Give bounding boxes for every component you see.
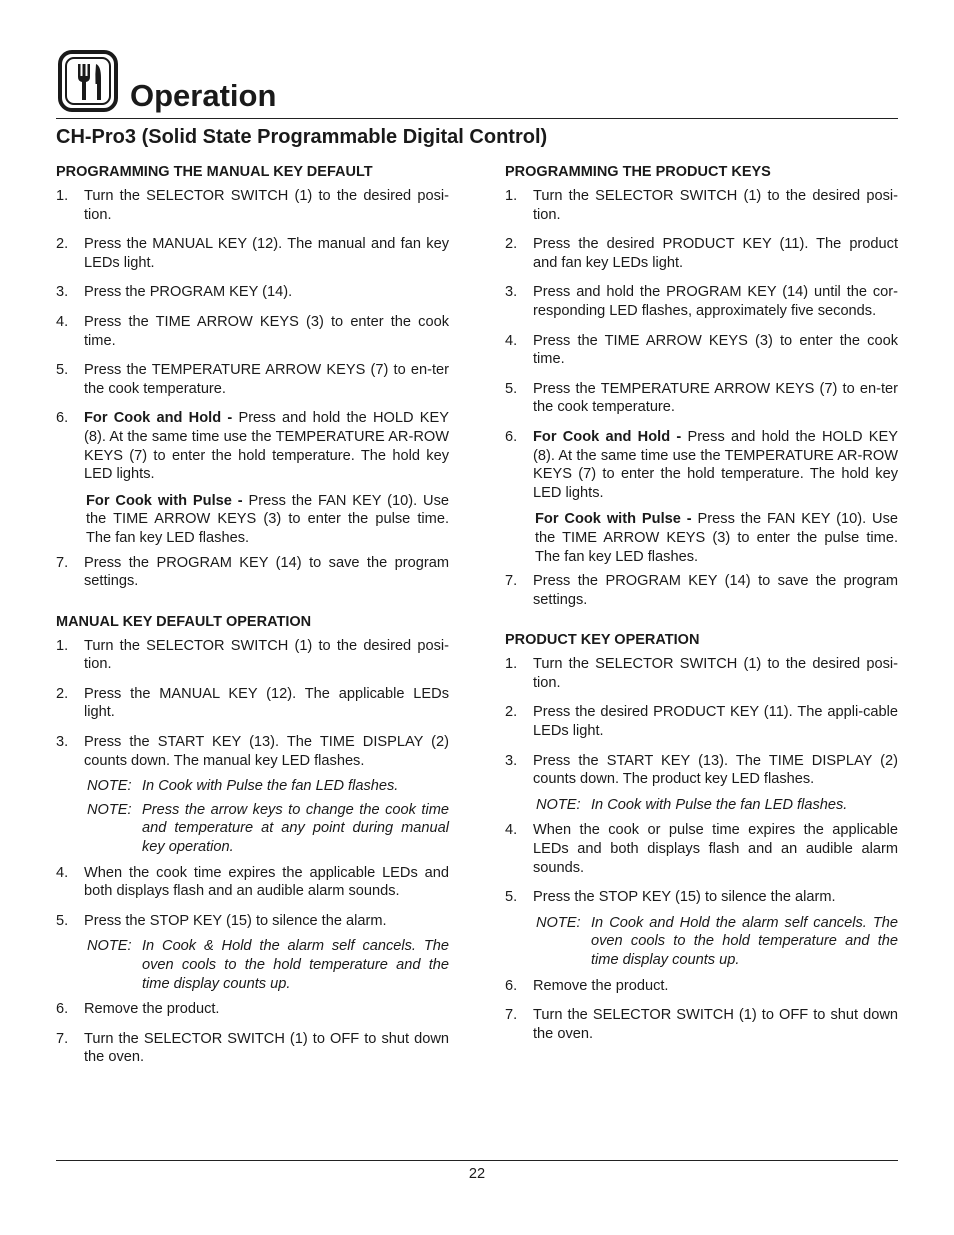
item-text: Press the desired PRODUCT KEY (11). The product and fan key LEDs light. [533, 236, 898, 271]
section-heading: PROGRAMMING THE PRODUCT KEYS [505, 164, 771, 180]
item-body: Press and hold the HOLD KEY (8). At the same time use the TEMPERATURE AR-ROW KEYS (7) to enter the hold temperature. The hold key LED lights. [533, 428, 898, 501]
note [87, 801, 449, 857]
item-text: Press the START KEY (13). The TIME DISPLAY (2) counts down. The manual key LED flashes. [84, 734, 449, 769]
item-text: Press and hold the PROGRAM KEY (14) until the cor-responding LED flashes, approximately five seconds. [533, 284, 898, 319]
item-text: Press the TEMPERATURE ARROW KEYS (7) to en-ter the cook temperature. [84, 362, 449, 397]
section-heading: MANUAL KEY DEFAULT OPERATION [56, 613, 312, 630]
item-number: 6. [505, 977, 518, 994]
item-text: Press the PROGRAM KEY (14) to save the program settings. [84, 554, 449, 590]
list-item [56, 685, 449, 722]
section-heading: PROGRAMMING THE MANUAL KEY DEFAULT [56, 164, 373, 180]
list-item [505, 888, 898, 907]
title-divider [56, 118, 898, 119]
item-text: Press the PROGRAM KEY (14) to save the program settings. [533, 573, 898, 608]
list-item [505, 572, 898, 609]
list-item [56, 361, 449, 398]
item-text: When the cook time expires the applicable LEDs and both displays flash and an audible alarm sounds. [84, 864, 449, 900]
item-text: Turn the SELECTOR SWITCH (1) to OFF to shut down the oven. [533, 1007, 898, 1042]
list-item [505, 235, 898, 272]
section-heading: PRODUCT KEY OPERATION [505, 632, 700, 649]
list-item [505, 283, 898, 320]
list-item [56, 1030, 449, 1067]
note-text: In Cook & Hold the alarm self cancels. The oven cools to the hold temperature and the time display counts up. [142, 938, 449, 992]
list-item [505, 821, 898, 877]
note [87, 777, 449, 796]
note [536, 796, 898, 815]
item-number: 1. [56, 637, 69, 654]
list-item [505, 332, 898, 369]
list-item [56, 1000, 449, 1019]
item-number: 2. [56, 236, 69, 253]
list-item [56, 187, 449, 224]
item-text: Remove the product. [84, 1001, 220, 1018]
item-number: 7. [56, 1030, 69, 1047]
item-number: 5. [56, 912, 69, 929]
list-item [505, 703, 898, 740]
list-item [505, 977, 898, 996]
item-number: 7. [56, 554, 69, 571]
list-item [56, 637, 449, 674]
item-text: Turn the SELECTOR SWITCH (1) to the desired posi-tion. [533, 188, 898, 223]
item-text: Turn the SELECTOR SWITCH (1) to the desired posi-tion. [533, 656, 898, 691]
note-label: NOTE: [536, 796, 581, 813]
item-number: 6. [56, 1001, 69, 1018]
note-text: In Cook with Pulse the fan LED flashes. [591, 796, 848, 813]
list-item [56, 283, 449, 302]
note-text: Press the arrow keys to change the cook time and temperature at any point during manual key operation. [142, 801, 449, 856]
item-bold-lead: For Cook and Hold - [84, 410, 233, 427]
item-number: 1. [505, 188, 518, 204]
item-text: Turn the SELECTOR SWITCH (1) to OFF to shut down the oven. [84, 1030, 449, 1066]
item-number: 3. [56, 284, 69, 301]
item-text: Press the PROGRAM KEY (14). [84, 284, 293, 301]
list-item [505, 380, 898, 417]
item-body: Press and hold the HOLD KEY (8). At the same time use the TEMPERATURE AR-ROW KEYS (7) to enter the hold temperature. The hold key LED lights. [84, 410, 449, 483]
right-column [505, 163, 898, 1054]
sub-body: Press the FAN KEY (10). Use the TIME ARROW KEYS (3) to enter the pulse time. The fan key LED flashes. [86, 492, 450, 546]
sub-bold-lead: For Cook with Pulse - [86, 492, 243, 509]
item-text: Remove the product. [533, 977, 669, 994]
item-number: 4. [56, 313, 69, 330]
item-number: 5. [505, 889, 518, 906]
note-label: NOTE: [536, 914, 581, 931]
note [87, 937, 449, 993]
page-title: Operation [130, 78, 277, 113]
item-number: 7. [505, 1007, 518, 1024]
list-item [505, 428, 898, 502]
list-item [505, 655, 898, 692]
item-number: 7. [505, 573, 518, 590]
item-number: 4. [56, 864, 69, 881]
note-text: In Cook and Hold the alarm self cancels. The oven cools to the hold temperature and the time display counts up. [591, 914, 898, 968]
note-label: NOTE: [87, 801, 132, 818]
item-text: Press the START KEY (13). The TIME DISPLAY (2) counts down. The product key LED flashes. [533, 752, 898, 788]
item-text: Press the STOP KEY (15) to silence the alarm. [84, 912, 387, 929]
item-number: 5. [505, 380, 518, 397]
item-text: Press the STOP KEY (15) to silence the alarm. [533, 889, 836, 906]
list-item [56, 409, 449, 483]
list-item [56, 313, 449, 350]
section-subtitle: CH-Pro3 (Solid State Programmable Digital Control) [56, 126, 548, 148]
item-number: 2. [56, 685, 69, 702]
note [536, 914, 898, 970]
footer-divider [56, 1160, 898, 1161]
sub-body: Press the FAN KEY (10). Use the TIME ARROW KEYS (3) to enter the pulse time. The fan key LED flashes. [535, 511, 899, 565]
item-number: 4. [505, 822, 518, 839]
list-item [56, 235, 449, 272]
item-text: Press the TIME ARROW KEYS (3) to enter the cook time. [84, 313, 449, 349]
item-number: 3. [56, 734, 69, 751]
list-item [56, 733, 449, 770]
list-item [505, 1006, 898, 1043]
item-number: 1. [505, 656, 518, 673]
left-column [56, 163, 449, 1078]
item-number: 4. [505, 332, 518, 349]
list-item [56, 912, 449, 931]
item-number: 6. [505, 428, 518, 445]
note-text: In Cook with Pulse the fan LED flashes. [142, 778, 399, 795]
item-number: 2. [505, 704, 518, 721]
fork-and-knife-icon [58, 50, 118, 112]
item-bold-lead: For Cook and Hold - [533, 428, 682, 445]
item-text: Press the TIME ARROW KEYS (3) to enter the cook time. [533, 332, 898, 368]
item-number: 5. [56, 362, 69, 379]
item-number: 2. [505, 236, 518, 253]
item-text: Press the MANUAL KEY (12). The applicable LEDs light. [84, 685, 449, 721]
item-text: Turn the SELECTOR SWITCH (1) to the desired posi-tion. [84, 188, 449, 223]
note-label: NOTE: [87, 778, 132, 795]
item-text: Turn the SELECTOR SWITCH (1) to the desired posi-tion. [84, 637, 449, 673]
item-number: 6. [56, 410, 69, 427]
page-number: 22 [468, 1166, 486, 1182]
list-item [56, 554, 449, 591]
item-text [533, 428, 898, 502]
list-item [505, 752, 898, 789]
sub-bold-lead: For Cook with Pulse - [535, 511, 692, 528]
list-item [56, 864, 449, 901]
list-item [505, 187, 898, 224]
note-label: NOTE: [87, 938, 132, 955]
sub-paragraph [86, 492, 449, 548]
item-number: 3. [505, 752, 518, 769]
item-text: Press the desired PRODUCT KEY (11). The appli-cable LEDs light. [533, 704, 898, 740]
item-text: Press the MANUAL KEY (12). The manual and fan key LEDs light. [84, 236, 449, 271]
item-number: 3. [505, 284, 518, 301]
item-text: Press the TEMPERATURE ARROW KEYS (7) to en-ter the cook temperature. [533, 380, 898, 416]
sub-paragraph [535, 510, 898, 566]
item-text [84, 409, 449, 483]
item-text: When the cook or pulse time expires the applicable LEDs and both displays flash and an audible alarm sounds. [533, 822, 898, 876]
item-number: 1. [56, 188, 69, 204]
